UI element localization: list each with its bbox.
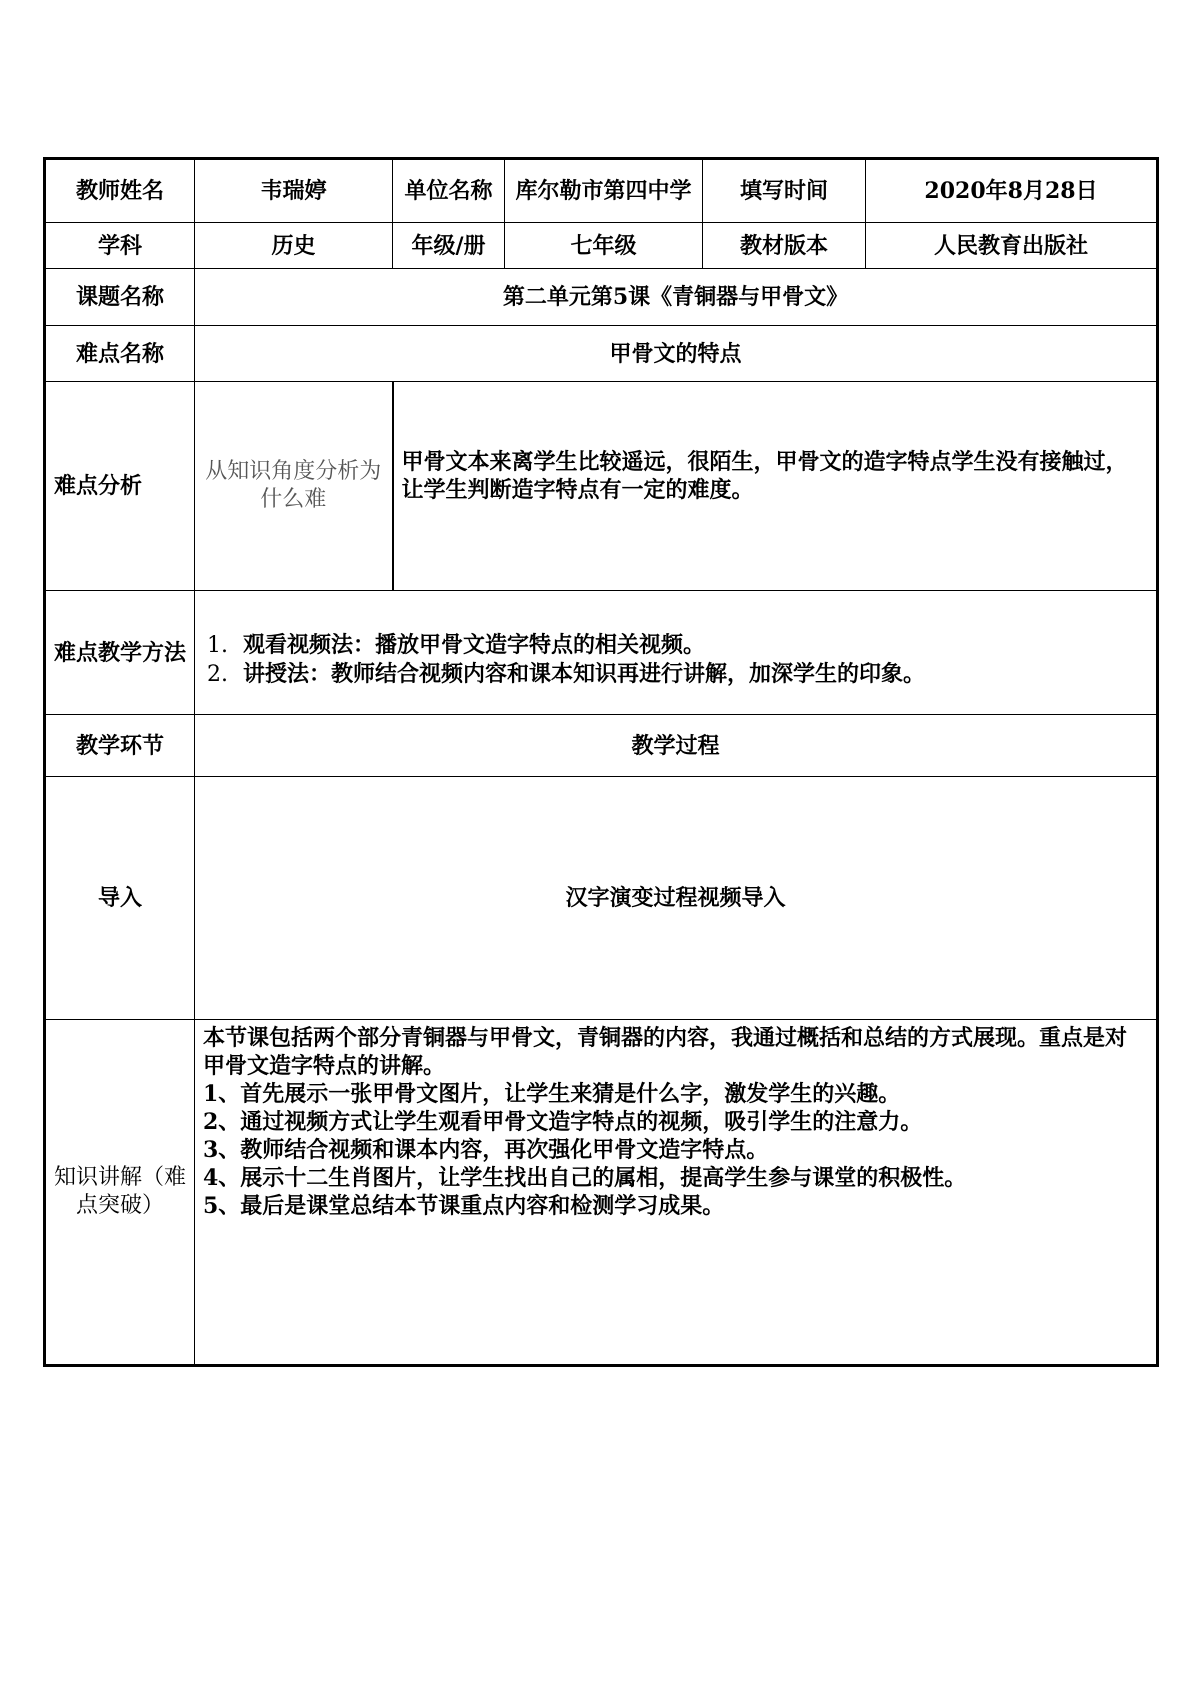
lesson-plan-table	[43, 157, 1159, 1367]
subject-label: 学科	[45, 223, 195, 269]
list-item: 2. 讲授法：教师结合视频内容和课本知识再进行讲解，加深学生的印象。	[207, 661, 926, 687]
list-item: 1. 观看视频法：播放甲骨文造字特点的相关视频。	[207, 632, 706, 658]
date-label: 填写时间	[703, 159, 866, 223]
intro-value: 汉字演变过程视频导入	[195, 777, 1158, 1020]
explain-paragraph: 4、展示十二生肖图片，让学生找出自己的属相，提高学生参与课堂的积极性。	[203, 1165, 967, 1191]
date-value: 2020年8月28日	[866, 159, 1158, 223]
explain-row	[45, 1020, 1158, 1366]
difficulty-value: 甲骨文的特点	[195, 326, 1158, 382]
lesson-plan-form	[43, 157, 1156, 1367]
intro-row	[45, 777, 1158, 1020]
unit-value: 库尔勒市第四中学	[505, 159, 703, 223]
header-row-2	[45, 223, 1158, 269]
subject-value: 历史	[195, 223, 393, 269]
grade-label: 年级/册	[393, 223, 505, 269]
process-label: 教学过程	[195, 715, 1158, 777]
analysis-label: 难点分析	[45, 382, 195, 591]
explain-label: 知识讲解（难点突破）	[45, 1020, 195, 1366]
methods-list	[203, 631, 1148, 689]
analysis-value: 甲骨文本来离学生比较遥远，很陌生，甲骨文的造字特点学生没有接触过，让学生判断造字特点有一定的难度。	[393, 382, 1158, 591]
topic-label: 课题名称	[45, 269, 195, 326]
teacher-label: 教师姓名	[45, 159, 195, 223]
methods-label: 难点教学方法	[45, 591, 195, 715]
stage-label: 教学环节	[45, 715, 195, 777]
explain-paragraph: 本节课包括两个部分青铜器与甲骨文，青铜器的内容，我通过概括和总结的方式展现。重点是对甲骨文造字特点的讲解。	[203, 1025, 1128, 1079]
difficulty-row	[45, 326, 1158, 382]
edition-value: 人民教育出版社	[866, 223, 1158, 269]
methods-row	[45, 591, 1158, 715]
explain-paragraph: 3、教师结合视频和课本内容，再次强化甲骨文造字特点。	[203, 1137, 769, 1163]
process-header-row	[45, 715, 1158, 777]
explain-paragraph: 5、最后是课堂总结本节课重点内容和检测学习成果。	[203, 1193, 725, 1219]
grade-value: 七年级	[505, 223, 703, 269]
analysis-sub-label: 从知识角度分析为什么难	[195, 382, 393, 591]
topic-row	[45, 269, 1158, 326]
explain-cell	[195, 1020, 1158, 1366]
unit-label: 单位名称	[393, 159, 505, 223]
edition-label: 教材版本	[703, 223, 866, 269]
explain-paragraph: 1、首先展示一张甲骨文图片，让学生来猜是什么字，激发学生的兴趣。	[203, 1081, 901, 1107]
teacher-value: 韦瑞婷	[195, 159, 393, 223]
difficulty-label: 难点名称	[45, 326, 195, 382]
intro-label: 导入	[45, 777, 195, 1020]
explain-paragraph: 2、通过视频方式让学生观看甲骨文造字特点的视频，吸引学生的注意力。	[203, 1109, 923, 1135]
analysis-row	[45, 382, 1158, 591]
topic-value: 第二单元第5课《青铜器与甲骨文》	[195, 269, 1158, 326]
header-row-1	[45, 159, 1158, 223]
methods-cell	[195, 591, 1158, 715]
